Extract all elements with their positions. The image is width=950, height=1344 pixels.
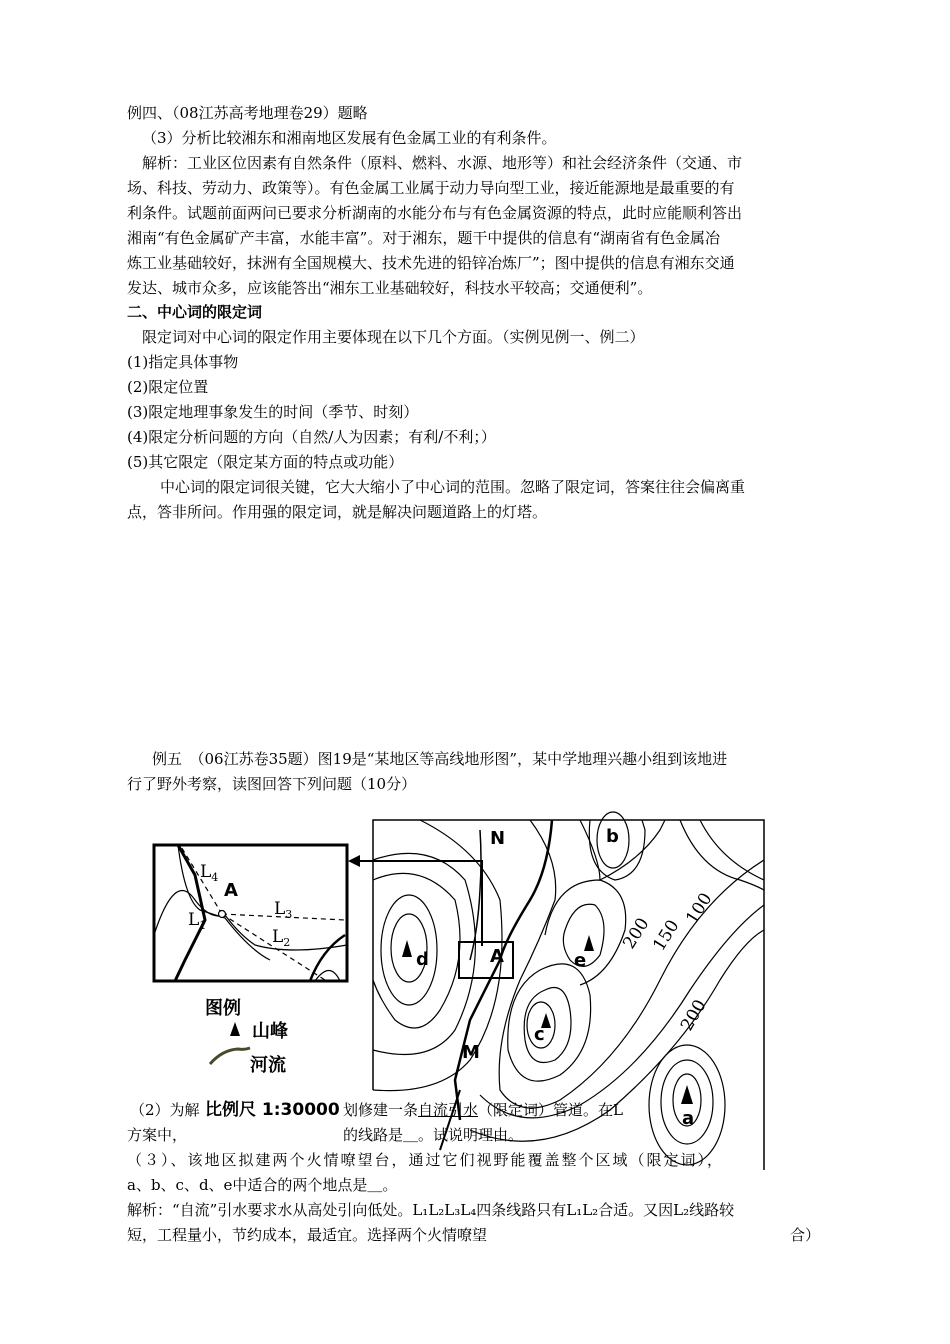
- ex4-analysis-line: 利条件。试题前面两问已要求分析湖南的水能分布与有色金属资源的特点，此时应能顺利答出: [127, 204, 743, 222]
- map-label-d: d: [416, 949, 429, 970]
- ex5-answer-line2b: 合）: [790, 1226, 821, 1244]
- map-label-N: N: [490, 828, 506, 849]
- map-label-e: e: [574, 950, 587, 971]
- ex4-analysis-line: 场、科技、劳动力、政策等）。有色金属工业属于动力导向型工业，接近能源地是最重要的有: [127, 179, 735, 197]
- legend-title: 图例: [205, 998, 241, 1019]
- ex4-analysis-line: 发达、城市众多，应该能答出“湘东工业基础较好，科技水平较高；交通便利”。: [127, 279, 653, 297]
- contour-label: 150: [649, 916, 684, 955]
- section-summary-line: 点，答非所问。作用强的限定词，就是解决问题道路上的灯塔。: [127, 503, 548, 521]
- contour-label: 200: [619, 914, 654, 953]
- list-item: (4)限定分析问题的方向（自然/人为因素；有利/不利；）: [127, 428, 496, 446]
- ex4-analysis-line: 解析：工业区位因素有自然条件（原料、燃料、水源、地形等）和社会经济条件（交通、市: [142, 154, 743, 172]
- list-item: (3)限定地理事象发生的时间（季节、时刻）: [127, 403, 419, 421]
- peak-icon: [402, 940, 412, 957]
- inset-label-A: A: [224, 880, 238, 901]
- scale-label: 比例尺 1:30000: [205, 1100, 340, 1120]
- ex4-question-3: （3）分析比较湘东和湘南地区发展有色金属工业的有利条件。: [142, 129, 557, 147]
- inset-pointer-arrow: [348, 855, 482, 946]
- list-item: (1)指定具体事物: [127, 353, 239, 371]
- ex5-question-2-line2a: 方案中，: [127, 1126, 188, 1144]
- map-label-b: b: [606, 826, 619, 847]
- peak-icon: [230, 1022, 240, 1036]
- inset-label-L2: $L_2$: [272, 927, 291, 949]
- section-heading: 二、中心词的限定词: [127, 303, 263, 321]
- list-item: (2)限定位置: [127, 378, 209, 396]
- map-label-A: A: [490, 946, 504, 967]
- ex5-question-3-line2: a、b、c、d、e中适合的两个地点是＿。: [127, 1176, 398, 1194]
- section-summary-line: 中心词的限定词很关键，它大大缩小了中心词的范围。忽略了限定词，答案往往会偏离重: [160, 478, 746, 496]
- ex5-intro-line: 例五 （06江苏卷35题）图19是“某地区等高线地形图”，某中学地理兴趣小组到该地进: [152, 750, 728, 768]
- map-label-M: M: [462, 1042, 480, 1063]
- contour-label: 100: [682, 889, 717, 928]
- section-intro: 限定词对中心词的限定作用主要体现在以下几个方面。（实例见例一、例二）: [142, 328, 645, 346]
- peak-icon: [584, 935, 594, 951]
- list-item: (5)其它限定（限定某方面的特点或功能）: [127, 453, 404, 471]
- map-label-a: a: [682, 1108, 695, 1129]
- inset-label-L3: $L_3$: [274, 899, 293, 921]
- inset-label-L1: $L_1$: [188, 910, 207, 932]
- map-label-c: c: [534, 1024, 545, 1045]
- inset-label-L4: $L_4$: [200, 862, 219, 884]
- legend-river-label: 河流: [250, 1055, 286, 1076]
- ex4-title: 例四、（08江苏高考地理卷29）题略: [127, 104, 368, 122]
- ex5-question-2-mid: 划修建一条自流引水（限定词）管道。在L: [343, 1101, 623, 1119]
- contour-label: 200: [677, 996, 711, 1035]
- ex5-intro-line: 行了野外考察，读图回答下列问题（10分）: [127, 775, 417, 793]
- ex5-question-2-line2b: 的线路是＿。试说明理由。: [343, 1126, 524, 1144]
- ex5-question-2-start: （2）为解: [130, 1101, 200, 1119]
- ex5-answer-line2a: 短，工程量小，节约成本，最适宜。选择两个火情嘹望: [127, 1226, 488, 1244]
- inset-map: [154, 845, 347, 981]
- peak-icon: [681, 1085, 693, 1104]
- ex5-answer-line1: 解析：“自流”引水要求水从高处引向低处。L₁L₂L₃L₄四条线路只有L₁L₂合适。又因L₂线路较: [127, 1201, 735, 1219]
- ex4-analysis-line: 湘南“有色金属矿产丰富，水能丰富”。对于湘东，题干中提供的信息有“湖南省有色金属冶: [127, 229, 721, 247]
- ex5-question-3-line1: （３）、该地区拟建两个火情嘹望台，通过它们视野能覆盖整个区域（限定词），: [127, 1151, 725, 1169]
- river-icon: [210, 1048, 250, 1064]
- legend-peak-label: 山峰: [252, 1021, 288, 1042]
- ex4-analysis-line: 炼工业基础较好，抹洲有全国规模大、技术先进的铅锌冶炼厂”；图中提供的信息有湘东交通: [127, 254, 735, 272]
